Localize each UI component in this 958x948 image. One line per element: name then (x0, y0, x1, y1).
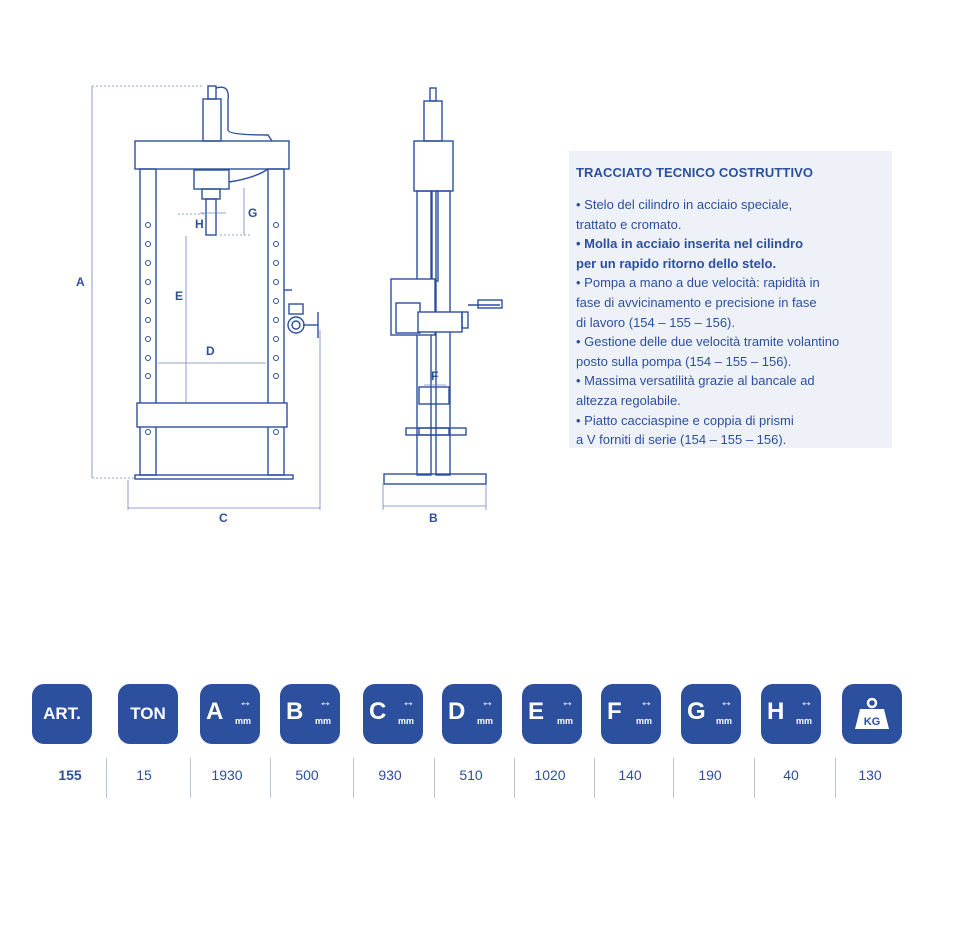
technical-description-line: • Molla in acciaio inserita nel cilindro (576, 236, 804, 252)
dimension-d-icon (442, 684, 502, 744)
dim-label-b: B (429, 511, 438, 525)
spec-value: 15 (136, 767, 152, 783)
spec-value: 510 (459, 767, 483, 783)
unit-label: mm (397, 716, 414, 726)
unit-label: mm (715, 716, 732, 726)
dimension-letter: B (286, 698, 304, 725)
column-divider (835, 758, 836, 798)
technical-description-line: per un rapido ritorno dello stelo. (576, 255, 777, 271)
column-divider (514, 758, 515, 798)
dimension-letter: G (687, 698, 706, 725)
double-arrow-icon: ↔ (720, 694, 733, 709)
unit-label: mm (476, 716, 493, 726)
dimension-letter: H (767, 698, 785, 725)
technical-description-title: TRACCIATO TECNICO COSTRUTTIVO (576, 165, 814, 180)
dim-label-d: D (206, 344, 215, 358)
spec-value: 130 (858, 767, 882, 783)
spec-value: 190 (698, 767, 722, 783)
technical-description-line: trattato e cromato. (576, 216, 682, 232)
technical-description-line: • Pompa a mano a due velocità: rapidità in (576, 275, 820, 291)
spec-header-label: ART. (43, 704, 81, 723)
dim-label-h: H (195, 217, 204, 231)
double-arrow-icon: ↔ (800, 694, 813, 709)
dimension-letter: D (448, 698, 466, 725)
technical-description-line: di lavoro (154 – 155 – 156). (576, 314, 735, 330)
dimension-letter: E (528, 698, 545, 725)
spec-value: 1930 (211, 767, 243, 783)
dim-label-g: G (248, 206, 258, 220)
column-divider (594, 758, 595, 798)
spec-value: 140 (618, 767, 642, 783)
unit-label: mm (635, 716, 652, 726)
double-arrow-icon: ↔ (561, 694, 574, 709)
dim-label-c: C (219, 511, 228, 525)
spec-value: 155 (58, 767, 82, 783)
dimension-letter: C (369, 698, 387, 725)
dimension-g-icon (681, 684, 741, 744)
dimension-a-icon (200, 684, 260, 744)
dimension-f-icon (601, 684, 661, 744)
technical-description-line: • Gestione delle due velocità tramite volantino (576, 334, 840, 350)
column-divider (754, 758, 755, 798)
technical-description-line: • Massima versatilità grazie al bancale ad (576, 373, 815, 389)
technical-description-line: • Piatto cacciaspine e coppia di prismi (576, 412, 794, 428)
dimension-e-icon (522, 684, 582, 744)
technical-description-line: posto sulla pompa (154 – 155 – 156). (576, 353, 792, 369)
spec-value: 930 (378, 767, 402, 783)
unit-label: mm (795, 716, 812, 726)
column-divider (270, 758, 271, 798)
double-arrow-icon: ↔ (640, 694, 653, 709)
column-divider (353, 758, 354, 798)
dim-label-e: E (175, 289, 184, 303)
unit-label: mm (556, 716, 573, 726)
column-divider (434, 758, 435, 798)
technical-description-line: • Stelo del cilindro in acciaio speciale, (576, 197, 793, 212)
technical-description-line: a V forniti di serie (154 – 155 – 156). (576, 432, 787, 448)
weight-unit-label: KG (863, 716, 881, 728)
column-divider (106, 758, 107, 798)
dim-label-f: F (431, 369, 439, 383)
ton-icon (118, 684, 178, 744)
double-arrow-icon: ↔ (239, 694, 252, 709)
double-arrow-icon: ↔ (481, 694, 494, 709)
dimension-letter: A (206, 698, 224, 725)
dimension-b-icon (280, 684, 340, 744)
technical-description-line: fase di avvicinamento e precisione in fase (576, 294, 817, 310)
spec-value: 40 (783, 767, 799, 783)
technical-description-text (576, 195, 884, 450)
dimension-letter: F (607, 698, 622, 725)
double-arrow-icon: ↔ (402, 694, 415, 709)
column-divider (673, 758, 674, 798)
dimension-h-icon (761, 684, 821, 744)
double-arrow-icon: ↔ (319, 694, 332, 709)
spec-value: 1020 (534, 767, 566, 783)
weight-shape (852, 696, 892, 732)
spec-value: 500 (295, 767, 319, 783)
unit-label: mm (314, 716, 331, 726)
dimension-c-icon (363, 684, 423, 744)
spec-header-label: TON (130, 704, 166, 723)
unit-label: mm (234, 716, 251, 726)
technical-description-box (569, 151, 892, 448)
column-divider (190, 758, 191, 798)
technical-description-line: altezza regolabile. (576, 392, 681, 408)
weight-icon (842, 684, 902, 744)
dim-label-a: A (76, 275, 85, 289)
art-icon (32, 684, 92, 744)
